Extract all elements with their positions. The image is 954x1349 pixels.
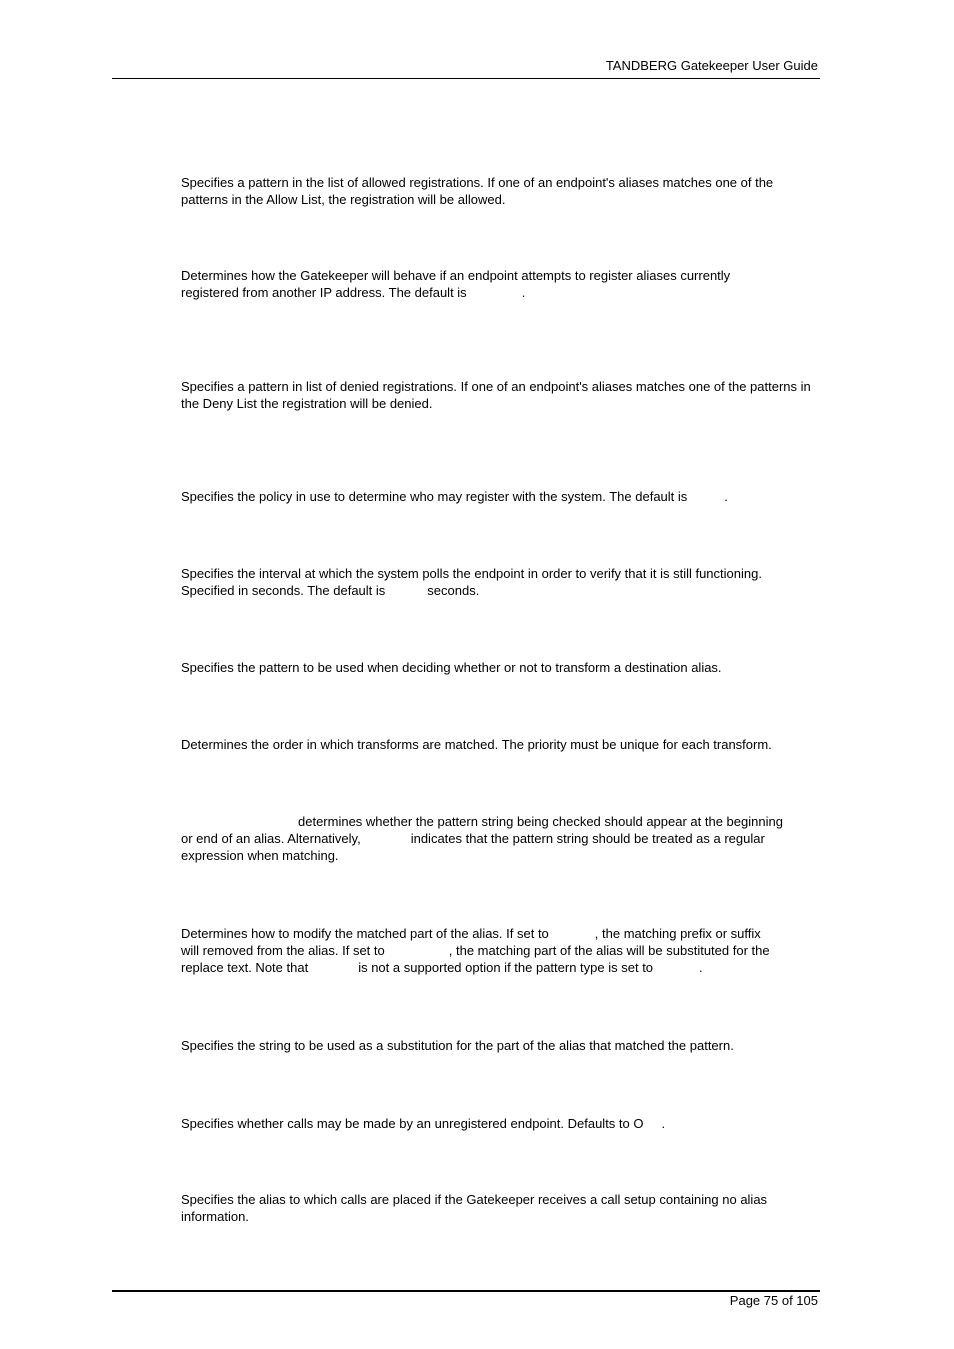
ptype-line-2b: indicates that the pattern string should be treated as a regular (410, 831, 765, 846)
behavior-end: . (699, 960, 703, 975)
restriction-policy-description (181, 488, 821, 505)
registration-conflict-description (181, 267, 821, 301)
time-to-live-description (181, 565, 821, 599)
header-rule (112, 78, 820, 79)
transform-priority-description: Determines the order in which transforms are matched. The priority must be unique for each transform. (181, 737, 772, 752)
unreg-text: Specifies whether calls may be made by an unregistered endpoint. Defaults to O (181, 1116, 644, 1131)
interval-line-2: Specified in seconds. The default is (181, 583, 386, 598)
behavior-line-3b: is not a supported option if the pattern type is set to (358, 960, 654, 975)
fallback-alias-description: Specifies the alias to which calls are placed if the Gatekeeper receives a call setup containing no alias information. (181, 1192, 768, 1224)
footer-rule (112, 1290, 820, 1292)
ptype-line-3: expression when matching. (181, 848, 339, 863)
behavior-line-3a: replace text. Note that (181, 960, 309, 975)
header-title: TANDBERG Gatekeeper User Guide (605, 58, 818, 73)
behavior-line-2b: , the matching part of the alias will be substituted for the (448, 943, 770, 958)
pattern-type-description (181, 813, 821, 864)
behavior-line-1a: Determines how to modify the matched part of the alias. If set to (181, 926, 549, 941)
unregistered-calls-description (181, 1115, 821, 1132)
interval-seconds: seconds. (427, 583, 480, 598)
conflict-line-1: Determines how the Gatekeeper will behave if an endpoint attempts to register aliases currently (181, 268, 731, 283)
policy-text: Specifies the policy in use to determine who may register with the system. The default is (181, 489, 688, 504)
page-number: Page 75 of 105 (729, 1293, 818, 1308)
unreg-end: . (661, 1116, 666, 1131)
interval-line-1: Specifies the interval at which the system polls the endpoint in order to verify that it is still functioning. (181, 566, 762, 581)
conflict-end: . (521, 285, 526, 300)
ptype-line-2a: or end of an alias. Alternatively, (181, 831, 361, 846)
behavior-line-2a: will removed from the alias. If set to (181, 943, 385, 958)
transform-pattern-description: Specifies the pattern to be used when deciding whether or not to transform a destination alias. (181, 660, 722, 675)
ptype-line-1: determines whether the pattern string being checked should appear at the beginning (298, 814, 783, 829)
allow-list-description: Specifies a pattern in the list of allowed registrations. If one of an endpoint's aliases matches one of the patterns in the Allow List, the registration will be allowed. (181, 175, 774, 207)
deny-list-description: Specifies a pattern in list of denied registrations. If one of an endpoint's aliases matches one of the patterns in the Deny List the registration will be denied. (181, 379, 811, 411)
policy-end: . (724, 489, 728, 504)
behavior-line-1b: , the matching prefix or suffix (594, 926, 761, 941)
conflict-line-2: registered from another IP address. The default is (181, 285, 467, 300)
replace-string-description: Specifies the string to be used as a substitution for the part of the alias that matched the pattern. (181, 1038, 734, 1053)
pattern-behavior-description (181, 925, 821, 976)
